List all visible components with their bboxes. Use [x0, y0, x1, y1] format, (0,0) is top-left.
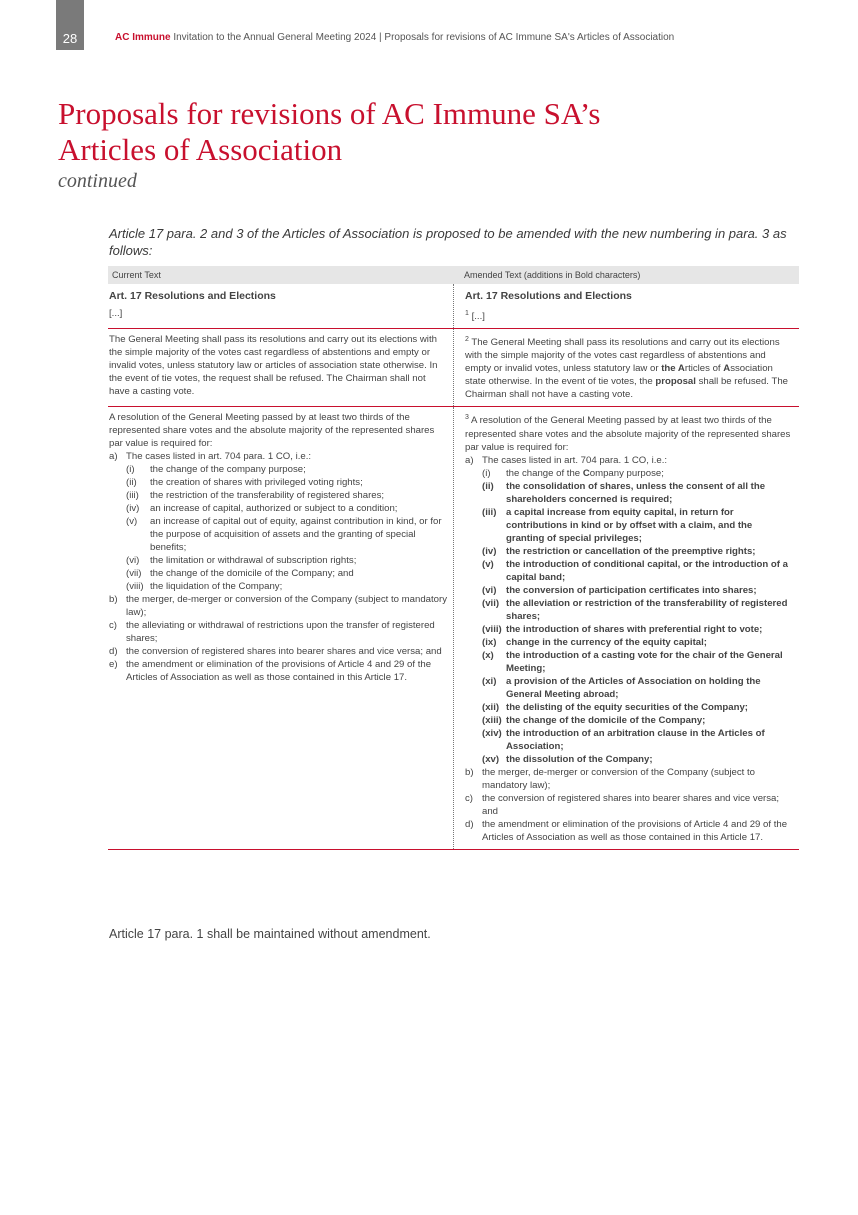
running-header	[115, 32, 674, 43]
list-item	[465, 727, 793, 753]
list-item	[109, 463, 447, 476]
list-label: b)	[465, 766, 474, 778]
list-item	[109, 580, 447, 593]
list-text: the liquidation of the Company;	[150, 581, 283, 593]
list-text: an increase of capital out of equity, against contribution in kind, or for the purpose of acquisition of assets and the granting of special benefits;	[150, 516, 442, 554]
list-item	[109, 476, 447, 489]
comparison-table	[108, 266, 799, 850]
cell-current	[108, 329, 453, 406]
list-item	[465, 701, 793, 714]
cell-amended	[453, 407, 799, 848]
list-text: the introduction of shares with preferential right to vote;	[506, 623, 763, 635]
para-number: 3	[465, 414, 469, 422]
col-amended-header: Amended Text (additions in Bold characters)	[464, 269, 641, 280]
continued-label: continued	[58, 170, 137, 192]
list-item	[465, 753, 793, 766]
list-text: the merger, de-merger or conversion of the Company (subject to mandatory law);	[482, 766, 756, 791]
list-label: a)	[465, 454, 474, 466]
list-label: (xv)	[482, 753, 500, 765]
text-run: The General Meeting shall pass its resolutions and carry out its elections with the simple majority of the votes cast regardless of abstentions and empty or invalid votes, unless statutory law or	[465, 337, 780, 375]
list-text: the creation of shares with privileged voting rights;	[150, 477, 363, 489]
list-item	[465, 649, 793, 675]
list-item	[465, 792, 793, 818]
paragraph: The General Meeting shall pass its resolutions and carry out its elections with the simple majority of the votes cast regardless of abstentions and empty or invalid votes, unless statutory law or articles of association state otherwise. In the event of tie votes, the request shall be refused. The Chairman shall not have a casting vote.	[109, 334, 438, 398]
list-text: The cases listed in art. 704 para. 1 CO, i.e.:	[482, 454, 668, 466]
list-text	[506, 467, 793, 480]
text-run: the change of the	[506, 467, 583, 479]
list-item	[465, 558, 793, 584]
list-text: the conversion of registered shares into bearer shares and vice versa; and	[126, 646, 442, 658]
list-text: the merger, de-merger or conversion of the Company (subject to mandatory law);	[126, 594, 448, 619]
paragraph: A resolution of the General Meeting passed by at least two thirds of the represented share votes and the absolute majority of the represented shares par value is required for:	[109, 412, 435, 450]
list-item	[465, 766, 793, 792]
list-item	[465, 623, 793, 636]
list-item	[465, 467, 793, 480]
paragraph	[465, 333, 793, 401]
list-label: e)	[109, 659, 118, 671]
list-label: (iii)	[482, 506, 497, 518]
list-item	[465, 584, 793, 597]
list-item	[465, 480, 793, 506]
para-number: 1	[465, 310, 469, 317]
list-label: (xii)	[482, 701, 500, 713]
footer-note: Article 17 para. 1 shall be maintained without amendment.	[109, 927, 431, 941]
bold-addition: proposal	[655, 376, 696, 388]
list-text: the amendment or elimination of the provisions of Article 4 and 29 of the Articles of Association as well as those contained in this Article 17.	[126, 659, 432, 684]
list-text: an increase of capital, authorized or subject to a condition;	[150, 503, 398, 515]
page-title	[58, 96, 601, 168]
text-run: ompany purpose;	[589, 467, 664, 479]
list-text: the conversion of participation certificates into shares;	[506, 584, 757, 596]
running-title: Invitation to the Annual General Meeting 2024 | Proposals for revisions of AC Immune SA's Articles of Association	[173, 32, 675, 43]
ellipsis: [...]	[109, 308, 123, 319]
list-label: (ii)	[126, 477, 137, 489]
title-line-2: Articles of Association	[58, 132, 343, 167]
list-item	[109, 554, 447, 567]
list-label: (x)	[482, 649, 494, 661]
table-row	[108, 407, 799, 849]
table-header	[108, 266, 799, 284]
list-label: (xiii)	[482, 714, 502, 726]
list-item	[109, 502, 447, 515]
list-label: (viii)	[126, 581, 144, 593]
list-text: the restriction of the transferability of registered shares;	[150, 490, 385, 502]
list-label: (vii)	[126, 568, 142, 580]
list-text: The cases listed in art. 704 para. 1 CO, i.e.:	[126, 451, 312, 463]
list-label: (ix)	[482, 636, 497, 648]
article-heading: Art. 17 Resolutions and Elections	[109, 290, 276, 302]
company-name: AC Immune	[115, 32, 171, 43]
list-label: (vi)	[126, 555, 140, 567]
list-text: a provision of the Articles of Association on holding the General Meeting abroad;	[506, 675, 761, 700]
list-label: c)	[109, 620, 117, 632]
page-number-text: 28	[62, 31, 78, 46]
list-item	[465, 675, 793, 701]
cell-current	[108, 407, 453, 848]
bold-addition: A	[723, 363, 731, 375]
bold-addition: the A	[661, 363, 685, 375]
page-number	[56, 0, 84, 50]
list-item	[465, 636, 793, 649]
list-text: the conversion of registered shares into bearer shares and vice versa; and	[482, 792, 780, 817]
list-text: the introduction of a casting vote for the chair of the General Meeting;	[506, 649, 783, 674]
list-item	[465, 818, 793, 844]
table-row	[108, 329, 799, 407]
list-label: d)	[465, 818, 474, 830]
list-label: (iii)	[126, 490, 139, 502]
list-item	[465, 597, 793, 623]
para-number: 2	[465, 336, 469, 344]
list-label: (iv)	[482, 545, 497, 557]
list-label: (i)	[126, 464, 135, 476]
list-label: a)	[109, 451, 118, 463]
cell-amended	[453, 329, 799, 406]
article-heading: Art. 17 Resolutions and Elections	[465, 290, 632, 302]
list-text: the introduction of an arbitration clause in the Articles of Association;	[506, 727, 765, 752]
list	[109, 593, 447, 684]
list-text: the change of the company purpose;	[150, 464, 306, 476]
list-label: (v)	[126, 516, 138, 528]
text-run: ssociation state otherwise. In the event of tie votes, the	[465, 363, 773, 388]
title-line-1: Proposals for revisions of AC Immune SA’s	[58, 96, 601, 131]
list-item	[109, 619, 447, 645]
list-item	[109, 450, 447, 463]
list-item	[109, 593, 447, 619]
text-run: A resolution of the General Meeting passed by at least two thirds of the represented share votes and the absolute majority of the represented shares par value is required for:	[465, 415, 791, 453]
list-item	[465, 545, 793, 558]
list-item	[109, 515, 447, 554]
list-label: (i)	[482, 467, 491, 479]
sub-list	[465, 480, 793, 766]
list-item	[465, 506, 793, 545]
list-label: (v)	[482, 558, 494, 570]
list-label: d)	[109, 646, 118, 658]
list-item	[465, 714, 793, 727]
list-label: (iv)	[126, 503, 140, 515]
list-text: the amendment or elimination of the provisions of Article 4 and 29 of the Articles of Association as well as those contained in this Article 17.	[482, 818, 788, 843]
list-text: a capital increase from equity capital, in return for contributions in kind or by offset with a claim, and the granting of special privileges;	[506, 506, 753, 544]
list-text: the change of the domicile of the Company; and	[150, 568, 354, 580]
list-text: the alleviating or withdrawal of restrictions upon the transfer of registered shares;	[126, 620, 435, 645]
list-item	[465, 454, 793, 467]
list-item	[109, 489, 447, 502]
ellipsis	[465, 307, 793, 323]
list-text: the restriction or cancellation of the preemptive rights;	[506, 545, 756, 557]
list-label: b)	[109, 594, 118, 606]
text-run: shall be refused. The Chairman shall not have a casting vote.	[465, 376, 788, 401]
bold-addition: C	[582, 467, 590, 479]
text-run: rticles of	[684, 363, 724, 375]
list-label: c)	[465, 792, 473, 804]
list-text: the alleviation or restriction of the transferability of registered shares;	[506, 597, 788, 622]
list-item	[109, 567, 447, 580]
list-text: the introduction of conditional capital, or the introduction of a capital band;	[506, 558, 788, 583]
list-text: the limitation or withdrawal of subscription rights;	[150, 555, 357, 567]
list	[465, 766, 793, 844]
cell-current	[108, 284, 453, 328]
ellipsis-text: [...]	[471, 311, 485, 323]
list-text: the change of the domicile of the Company;	[506, 714, 706, 726]
list-label: (xi)	[482, 675, 497, 687]
cell-amended	[453, 284, 799, 328]
list-label: (vii)	[482, 597, 500, 609]
list-label: (viii)	[482, 623, 502, 635]
list-text: the consolidation of shares, unless the consent of all the shareholders concerned is required;	[506, 480, 766, 505]
list-label: (vi)	[482, 584, 497, 596]
col-current-header: Current Text	[112, 269, 161, 280]
list-item	[109, 645, 447, 658]
list-text: the delisting of the equity securities of the Company;	[506, 701, 749, 713]
paragraph	[465, 411, 793, 453]
list-label: (xiv)	[482, 727, 502, 739]
list-item	[109, 658, 447, 684]
table-row	[108, 284, 799, 329]
sub-list	[109, 463, 447, 593]
intro-text: Article 17 para. 2 and 3 of the Articles of Association is proposed to be amended with the new numbering in para. 3 as follows:	[109, 226, 787, 258]
list-text: the dissolution of the Company;	[506, 753, 653, 765]
list-text: change in the currency of the equity capital;	[506, 636, 707, 648]
list-label: (ii)	[482, 480, 494, 492]
